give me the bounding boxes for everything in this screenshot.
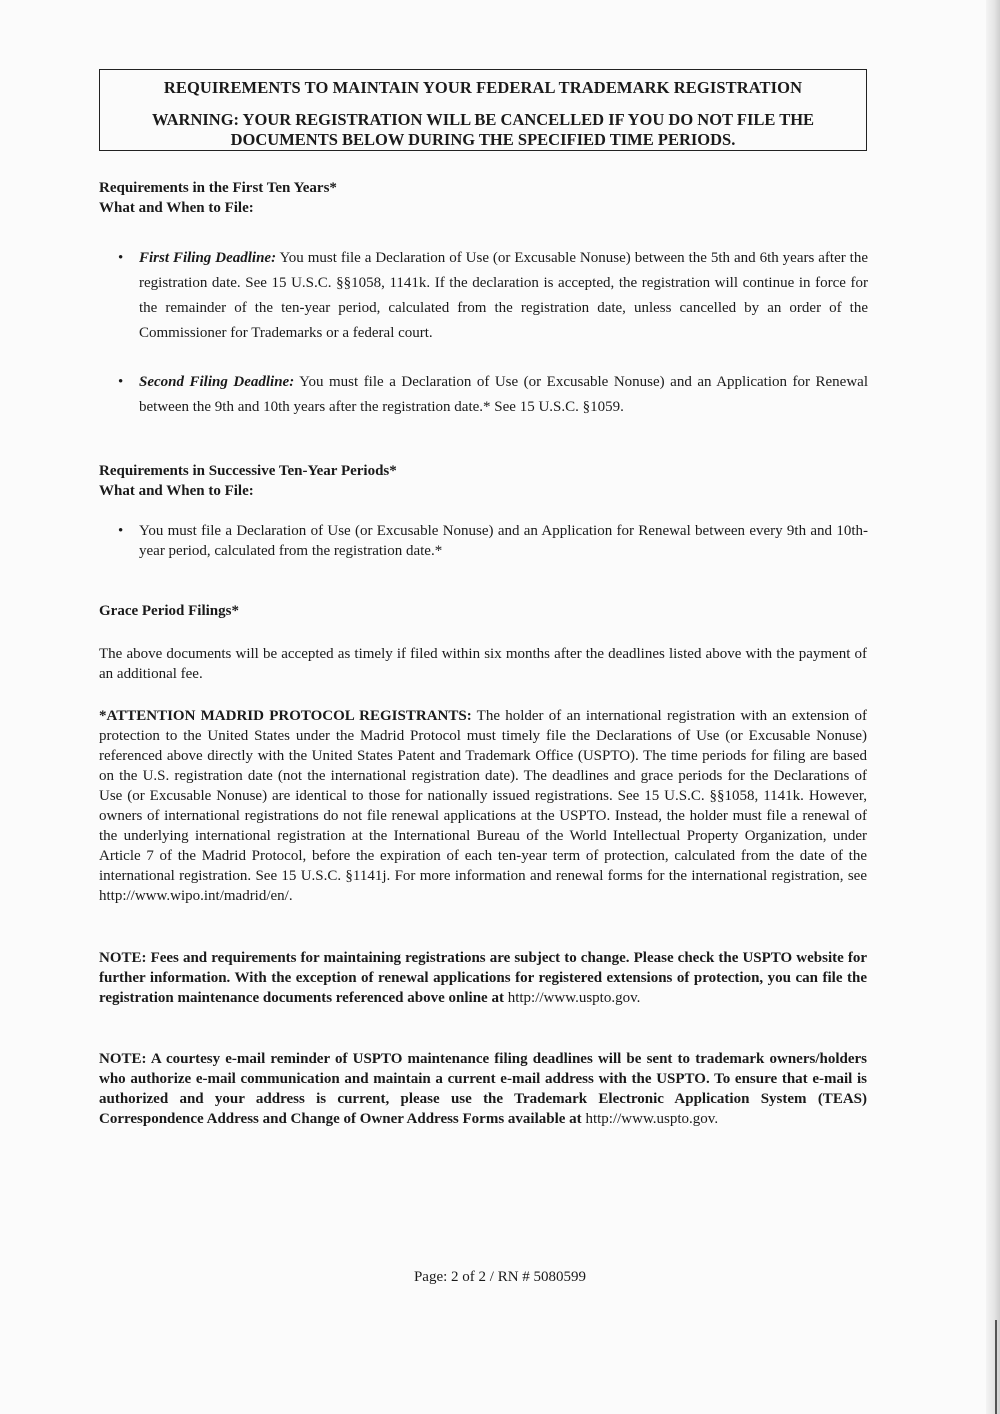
bullet-text: You must file a Declaration of Use (or Excusable Nonuse) and an Application for Renewal between every 9th and 10th-year period, calculated from the registration date.* bbox=[139, 523, 868, 559]
grace-period-text: The above documents will be accepted as timely if filed within six months after the deadlines listed above with the payment of an additional fee. bbox=[99, 646, 867, 682]
bullet-label: First Filing Deadline: bbox=[139, 250, 277, 266]
bullet-icon: • bbox=[118, 374, 124, 390]
first-ten-years-subheading: What and When to File: bbox=[99, 200, 254, 216]
uspto-link[interactable]: http://www.uspto.gov. bbox=[503, 990, 641, 1006]
note-fees-paragraph bbox=[99, 948, 867, 1008]
successive-periods-subheading: What and When to File: bbox=[99, 483, 254, 499]
bullet-first-filing-deadline bbox=[118, 246, 868, 346]
bullet-successive-renewal bbox=[118, 521, 868, 561]
first-ten-years-heading: Requirements in the First Ten Years* bbox=[99, 180, 337, 196]
bullet-icon: • bbox=[118, 523, 124, 539]
madrid-text: The holder of an international registration with an extension of protection to the United States under the Madrid Protocol must timely file the Declarations of Use (or Excusable Nonuse) referenced above directly with the United States Patent and Trademark Office (USPTO). The time periods for filing are based on the U.S. registration date (not the international registration date). The deadlines and grace periods for the Declarations of Use (or Excusable Nonuse) are identical to those for nationally issued registrations. See 15 U.S.C. §§1058, 1141k. However, owners of international registrations do not file renewal applications at the USPTO. Instead, the holder must file a renewal of the underlying international registration at the International Bureau of the World Intellectual Property Organization, under Article 7 of the Madrid Protocol, before the expiration of each ten-year term of protection, calculated from the date of the international registration. See 15 U.S.C. §1141j. For more information and renewal forms for the international registration, see http://www.wipo.int/madrid/en/. bbox=[99, 708, 867, 904]
uspto-link[interactable]: http://www.uspto.gov. bbox=[581, 1111, 719, 1127]
warning-banner bbox=[99, 69, 867, 151]
note-email-text: NOTE: A courtesy e-mail reminder of USPTO maintenance filing deadlines will be sent to trademark owners/holders who authorize e-mail communication and maintain a current e-mail address with the USPTO. To ensure that e-mail is authorized and your address is current, please use the Trademark Electronic Application System (TEAS) Correspondence Address and Change of Owner Address Forms available at bbox=[99, 1051, 867, 1127]
banner-title: REQUIREMENTS TO MAINTAIN YOUR FEDERAL TRADEMARK REGISTRATION bbox=[163, 78, 803, 97]
successive-periods-heading: Requirements in Successive Ten-Year Periods* bbox=[99, 463, 397, 479]
madrid-label: *ATTENTION MADRID PROTOCOL REGISTRANTS: bbox=[99, 708, 472, 724]
bullet-text: You must file a Declaration of Use (or Excusable Nonuse) and an Application for Renewal between the 9th and 10th years after the registration date.* See 15 U.S.C. §1059. bbox=[139, 374, 868, 415]
madrid-protocol-paragraph bbox=[99, 706, 867, 906]
banner-warning-line1: WARNING: YOUR REGISTRATION WILL BE CANCELLED IF YOU DO NOT FILE THE bbox=[151, 110, 815, 129]
banner-warning-line2: DOCUMENTS BELOW DURING THE SPECIFIED TIME PERIODS. bbox=[230, 130, 736, 149]
bullet-label: Second Filing Deadline: bbox=[139, 374, 295, 390]
bullet-second-filing-deadline bbox=[118, 370, 868, 420]
scan-edge-shadow bbox=[986, 0, 1000, 1414]
bullet-icon: • bbox=[118, 250, 124, 266]
note-fees-text: NOTE: Fees and requirements for maintaining registrations are subject to change. Please check the USPTO website for further information. With the exception of renewal applications for registered extensions of protection, you can file the registration maintenance documents referenced above online at bbox=[99, 950, 867, 1006]
bullet-text: You must file a Declaration of Use (or Excusable Nonuse) between the 5th and 6th years after the registration date. See 15 U.S.C. §§1058, 1141k. If the declaration is accepted, the registration will continue in force for the remainder of the ten-year period, calculated from the registration date, unless cancelled by an order of the Commissioner for Trademarks or a federal court. bbox=[139, 250, 868, 341]
page-footer: Page: 2 of 2 / RN # 5080599 bbox=[413, 1269, 587, 1285]
note-email-paragraph bbox=[99, 1049, 867, 1129]
grace-period-heading: Grace Period Filings* bbox=[99, 603, 239, 619]
scan-edge-line bbox=[995, 1320, 997, 1414]
